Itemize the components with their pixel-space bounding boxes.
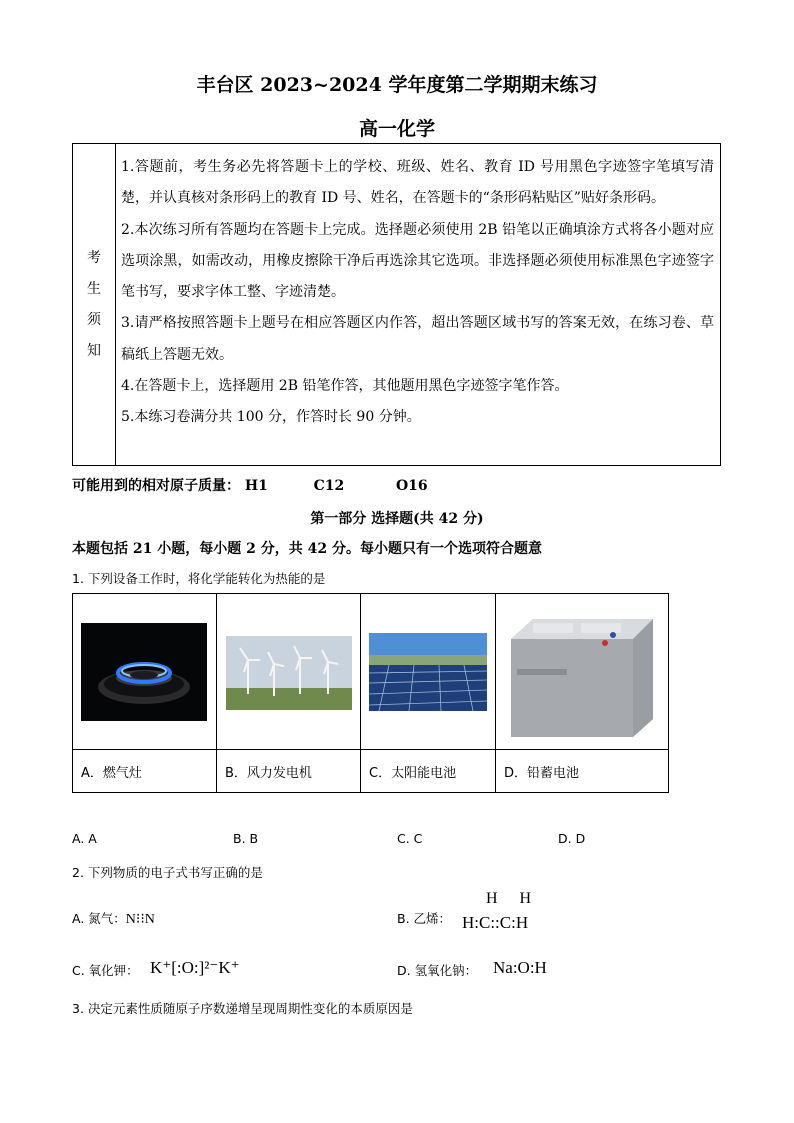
q1-option-b: B. B	[233, 831, 259, 846]
subject-title: 高一化学	[358, 118, 435, 140]
notice-item: 1.答题前，考生务必先将答题卡上的学校、班级、姓名、教育 ID 号用黑色字迹签字笔填写清楚，并认真核对条形码上的教育 ID 号、姓名，在答题卡的“条形码粘贴区”贴好条形码。	[121, 159, 714, 207]
wind-turbine-image	[226, 636, 352, 710]
atomic-mass-label: 可能用到的相对原子质量：	[72, 478, 240, 494]
atomic-mass-h: H1	[244, 478, 268, 494]
q2-c-formula: K⁺[:O:]²⁻K⁺	[150, 958, 240, 977]
image-cell-c	[361, 594, 496, 750]
notice-box	[72, 143, 721, 466]
q2-option-c-label: C. 氧化钾：	[72, 963, 139, 978]
part1-heading: 第一部分 选择题(共 42 分)	[310, 511, 484, 527]
q2-stem: 2. 下列物质的电子式书写正确的是	[72, 865, 263, 880]
notice-side-char: 考	[87, 249, 101, 266]
q2-b-top-h: H H	[486, 890, 541, 907]
solar-panel-image	[369, 633, 487, 711]
exam-title: 丰台区 2023~2024 学年度第二学期期末练习	[196, 74, 598, 96]
q1-option-c: C. C	[397, 831, 423, 846]
q3-stem: 3. 决定元素性质随原子序数递增呈现周期性变化的本质原因是	[72, 1001, 413, 1016]
q2-option-b-label: B. 乙烯：	[397, 911, 452, 926]
image-cell-d	[496, 594, 669, 750]
q2-option-d-label: D. 氢氧化钠：	[397, 963, 478, 978]
notice-item: 3.请严格按照答题卡上题号在相应答题区内作答，超出答题区域书写的答案无效，在练习卷、草稿纸上答题无效。	[121, 315, 714, 363]
q2-a-label: A. 氮气：	[72, 911, 126, 926]
notice-side-char: 生	[87, 280, 101, 297]
caption-b: B．风力发电机	[217, 750, 361, 793]
notice-side-char: 须	[87, 311, 101, 328]
atomic-mass-o: O16	[395, 478, 428, 494]
caption-d: D．铅蓄电池	[496, 750, 669, 793]
q2-a-formula: N⁝⁝N	[125, 912, 155, 927]
notice-body	[121, 152, 714, 434]
atomic-mass-line	[72, 475, 428, 495]
q1-option-a: A. A	[72, 831, 97, 846]
notice-item: 4.在答题卡上，选择题用 2B 铅笔作答，其他题用黑色字迹签字笔作答。	[121, 378, 569, 395]
caption-c: C．太阳能电池	[361, 750, 496, 793]
part1-instruction: 本题包括 21 小题，每小题 2 分，共 42 分。每小题只有一个选项符合题意	[72, 541, 542, 557]
notice-item: 2.本次练习所有答题均在答题卡上完成。选择题必须使用 2B 铅笔以正确填涂方式将各小题对应选项涂黑，如需改动，用橡皮擦除干净后再选涂其它选项。非选择题必须使用标准黑色字迹签字笔书写，要求字体工整、字迹清楚。	[121, 221, 714, 301]
notice-side-label	[73, 144, 116, 465]
image-cell-b	[217, 594, 361, 750]
gas-stove-image	[81, 623, 207, 721]
notice-side-char: 知	[87, 342, 101, 359]
q2-b-formula: H:C::C:H	[462, 913, 529, 932]
q2-d-formula: Na:O:H	[493, 958, 547, 977]
q1-stem: 1. 下列设备工作时，将化学能转化为热能的是	[72, 571, 326, 586]
notice-item: 5.本练习卷满分共 100 分，作答时长 90 分钟。	[121, 409, 421, 426]
image-cell-a	[73, 594, 217, 750]
caption-a: A．燃气灶	[73, 750, 217, 793]
lead-battery-image	[503, 609, 661, 739]
q1-image-table	[72, 593, 669, 793]
q2-option-a	[72, 909, 155, 928]
atomic-mass-c: C12	[313, 478, 345, 494]
q1-option-d: D. D	[558, 831, 586, 846]
